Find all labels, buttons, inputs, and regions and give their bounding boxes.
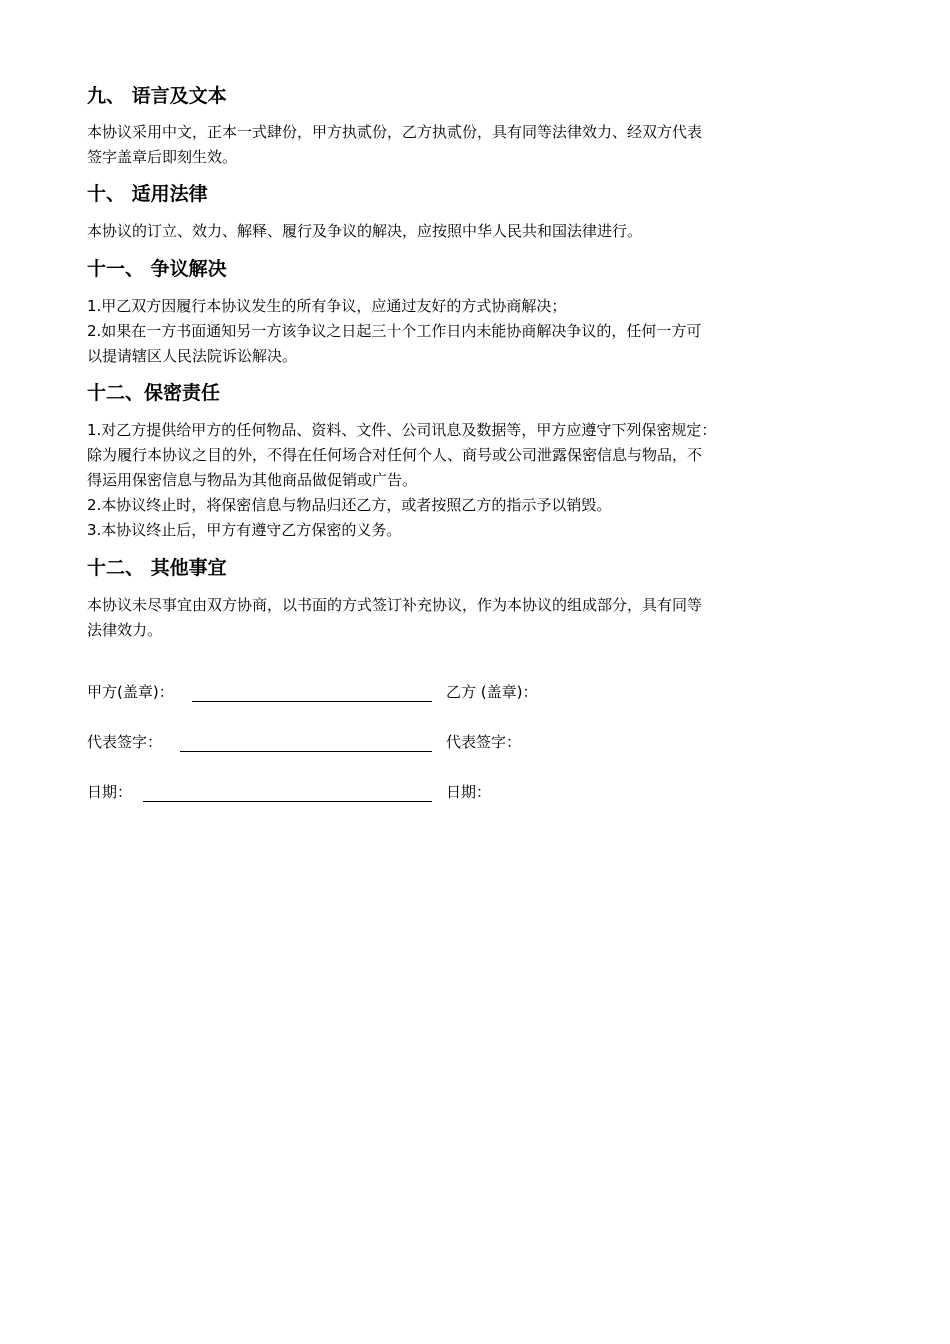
paragraph-line: 以提请辖区人民法院诉讼解决。 xyxy=(87,347,298,365)
paragraph-line: 2.如果在一方书面通知另一方该争议之日起三十个工作日内未能协商解决争议的，任何一方可 xyxy=(87,322,702,340)
party-a-date-line xyxy=(143,801,432,802)
section-heading-confidentiality: 十二、保密责任 xyxy=(87,382,221,404)
section-heading-language: 九、 语言及文本 xyxy=(87,85,227,107)
section-body-other-matters xyxy=(87,593,867,643)
paragraph-line: 1.对乙方提供给甲方的任何物品、资料、文件、公司讯息及数据等，甲方应遵守下列保密规定： xyxy=(87,421,717,439)
paragraph-line: 本协议未尽事宜由双方协商，以书面的方式签订补充协议，作为本协议的组成部分，具有同等 xyxy=(87,596,703,614)
section-heading-dispute-resolution: 十一、 争议解决 xyxy=(87,258,227,280)
section-body-dispute-resolution xyxy=(87,294,867,369)
party-a-seal-label: 甲方(盖章)： xyxy=(87,683,174,701)
party-a-seal-line xyxy=(192,701,432,702)
section-body-confidentiality xyxy=(87,418,867,543)
section-body-applicable-law xyxy=(87,219,867,244)
party-a-rep-label: 代表签字： xyxy=(87,733,163,751)
party-a-rep-line xyxy=(180,751,432,752)
paragraph-line: 本协议的订立、效力、解释、履行及争议的解决，应按照中华人民共和国法律进行。 xyxy=(87,222,643,240)
party-b-date-label: 日期： xyxy=(446,783,492,801)
party-b-rep-label: 代表签字： xyxy=(446,733,522,751)
section-heading-applicable-law: 十、 适用法律 xyxy=(87,183,208,205)
section-heading-other-matters: 十二、 其他事宜 xyxy=(87,557,227,579)
paragraph-line: 1.甲乙双方因履行本协议发生的所有争议，应通过友好的方式协商解决； xyxy=(87,297,567,315)
paragraph-line: 除为履行本协议之目的外，不得在任何场合对任何个人、商号或公司泄露保密信息与物品，不 xyxy=(87,446,703,464)
paragraph-line: 3.本协议终止后，甲方有遵守乙方保密的义务。 xyxy=(87,521,402,539)
paragraph-line: 本协议采用中文，正本一式肆份，甲方执贰份，乙方执贰份，具有同等法律效力、经双方代表 xyxy=(87,123,703,141)
paragraph-line: 2.本协议终止时，将保密信息与物品归还乙方，或者按照乙方的指示予以销毁。 xyxy=(87,496,612,514)
paragraph-line: 法律效力。 xyxy=(87,621,163,639)
paragraph-line: 签字盖章后即刻生效。 xyxy=(87,148,238,166)
party-a-date-label: 日期： xyxy=(87,783,133,801)
party-b-seal-label: 乙方 (盖章)： xyxy=(446,683,538,701)
section-body-language xyxy=(87,120,867,170)
paragraph-line: 得运用保密信息与物品为其他商品做促销或广告。 xyxy=(87,471,418,489)
